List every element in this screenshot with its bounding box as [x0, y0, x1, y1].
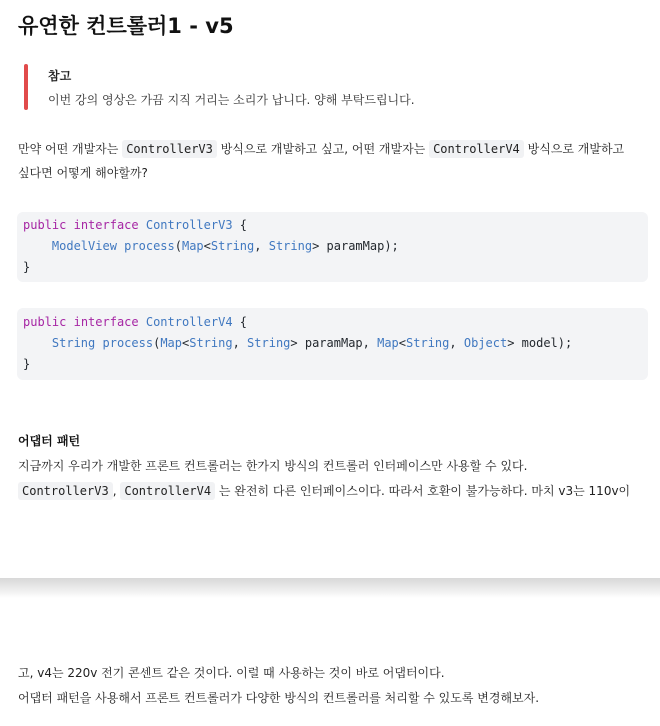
code-punct: }	[23, 357, 31, 371]
page-title: 유연한 컨트롤러1 - v5	[18, 14, 234, 38]
code-line	[23, 336, 572, 350]
note-accent-bar	[24, 64, 28, 110]
code-block-controllerv3	[17, 212, 648, 282]
note-callout	[24, 64, 584, 110]
code-type: Map	[160, 336, 182, 350]
adapter-paragraph-line3: 고, v4는 220v 전기 콘센트 같은 것이다. 이럴 때 사용하는 것이 바로 어댑터이다.	[18, 666, 445, 680]
inline-code-controllerv4: ControllerV4	[120, 482, 215, 500]
code-type: String	[210, 239, 255, 253]
inline-code-controllerv3: ControllerV3	[18, 482, 113, 500]
code-punct: }	[23, 260, 31, 274]
code-punct: {	[232, 315, 248, 329]
code-text: > paramMap,	[290, 336, 378, 350]
code-line	[23, 315, 247, 329]
code-keyword: interface	[73, 218, 139, 232]
code-method: process	[102, 336, 154, 350]
code-type: Map	[181, 239, 204, 253]
code-type: String	[406, 336, 450, 350]
code-text: > paramMap);	[312, 239, 399, 253]
inline-code-controllerv3: ControllerV3	[122, 140, 217, 158]
code-punct: ,	[449, 336, 464, 350]
adapter-sep: ,	[112, 484, 121, 498]
note-text: 이번 강의 영상은 가끔 지직 거리는 소리가 납니다. 양해 부탁드립니다.	[48, 93, 415, 107]
code-punct: ,	[254, 239, 269, 253]
page-break-divider	[0, 578, 660, 598]
code-type: ModelView	[51, 239, 117, 253]
code-type: Object	[463, 336, 508, 350]
code-line	[23, 357, 30, 371]
adapter-paragraph-line2	[18, 482, 630, 500]
code-punct: {	[232, 218, 248, 232]
code-punct: (	[153, 336, 161, 350]
code-keyword: public	[23, 315, 67, 329]
code-line	[23, 239, 399, 253]
code-punct: (	[174, 239, 182, 253]
code-type: Map	[377, 336, 399, 350]
intro-paragraph-line1	[18, 140, 624, 158]
intro-paragraph-line2: 싶다면 어떻게 해야할까?	[18, 166, 148, 180]
note-label: 참고	[48, 69, 72, 83]
adapter-paragraph-line4: 어댑터 패턴을 사용해서 프론트 컨트롤러가 다양한 방식의 컨트롤러를 처리할 수 있도록 변경해보자.	[18, 691, 540, 705]
code-type: ControllerV4	[145, 315, 233, 329]
adapter-text: 는 완전히 다른 인터페이스이다. 따라서 호환이 불가능하다. 마치 v3는 110v이	[215, 484, 631, 498]
section-heading-adapter-pattern: 어댑터 패턴	[18, 434, 81, 448]
code-line	[23, 260, 30, 274]
intro-text-2: 방식으로 개발하고 싶고, 어떤 개발자는	[216, 142, 430, 156]
code-punct: <	[182, 336, 190, 350]
code-type: ControllerV3	[145, 218, 233, 232]
code-punct: <	[203, 239, 211, 253]
code-text: > model);	[507, 336, 573, 350]
code-type: String	[247, 336, 291, 350]
code-punct: ,	[232, 336, 248, 350]
code-type: String	[189, 336, 233, 350]
code-line	[23, 218, 247, 232]
code-block-controllerv4	[17, 308, 648, 380]
intro-text-3: 방식으로 개발하고	[523, 142, 625, 156]
intro-text-1: 만약 어떤 개발자는	[18, 142, 123, 156]
code-type: String	[51, 336, 96, 350]
code-punct: <	[398, 336, 407, 350]
code-method: process	[124, 239, 175, 253]
adapter-paragraph-line1: 지금까지 우리가 개발한 프론트 컨트롤러는 한가지 방식의 컨트롤러 인터페이스만 사용할 수 있다.	[18, 459, 528, 473]
code-type: String	[268, 239, 313, 253]
code-keyword: interface	[73, 315, 139, 329]
code-keyword: public	[23, 218, 67, 232]
inline-code-controllerv4: ControllerV4	[429, 140, 524, 158]
